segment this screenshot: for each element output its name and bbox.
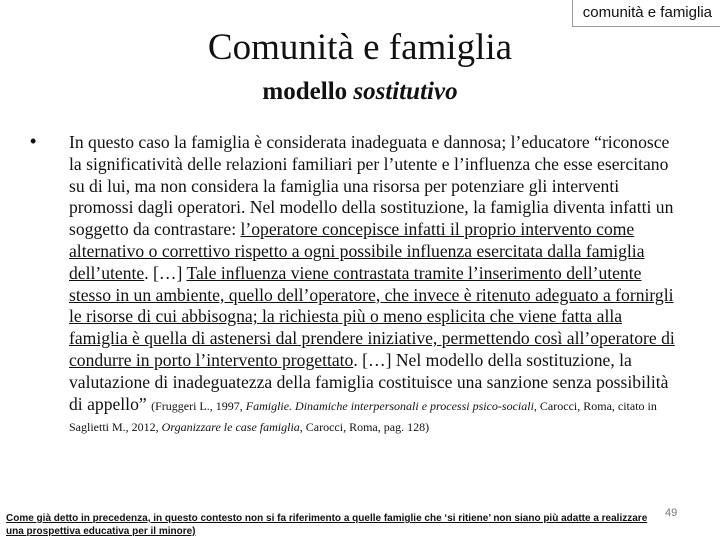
footnote: Come già detto in precedenza, in questo contesto non si fa riferimento a quelle famiglie che ‘si ritiene’ non siano più adatte a realizzare una prospettiva educativa per il minore) (6, 513, 648, 537)
bullet-text (69, 132, 682, 415)
subtitle-plain: modello (262, 78, 354, 105)
page-number: 49 (665, 507, 678, 519)
citation-primary-end: , Carocci, Roma, citato in (533, 398, 657, 413)
citation-primary-title: Famiglie. Dinamiche interpersonali e processi psico-sociali (245, 398, 534, 413)
citation-primary (151, 399, 657, 413)
citation-secondary (69, 419, 682, 436)
citation-secondary-end: , Carocci, Roma, pag. 128) (299, 420, 430, 435)
quote-part-3: . […] Nel modello della sostituzione, la valutazione di inadeguatezza della famiglia costituisce una sanzione senza possibilità di appello” (69, 349, 669, 414)
bullet-item (30, 132, 682, 436)
slide-subtitle (0, 78, 720, 106)
quote-part-1: In questo caso la famiglia è considerata inadeguata e dannosa; l’educatore “riconosce la significatività delle relazioni familiari per l’utente e l’influenza che esse esercitano su di lui, ma non considera la famiglia una risorsa per potenziare gli interventi promossi dagli operatori. Nel modello della sostituzione, la famiglia diventa infatti un soggetto da contrastare: (69, 132, 674, 240)
citation-secondary-author: Saglietti M., 2012, (69, 420, 162, 435)
subtitle-italic: sostitutivo (353, 78, 458, 105)
citation-secondary-title: Organizzare le case famiglia (161, 420, 300, 435)
quote-underlined-2: Tale influenza viene contrastata tramite l’inserimento dell’utente stesso in un ambiente, quello dell’operatore, che invece è ritenuto adeguato a fornirgli le risorse di cui abbisogna; la richiesta più o meno esplicita che viene fatta alla famiglia è quella di astenersi dal prendere iniziative, permettendo così all’operatore di condurre in porto l’intervento progettato (69, 262, 675, 370)
quote-underlined-1: l’operatore concepisce infatti il proprio intervento come alternativo o correttivo rispetto a ogni possibile influenza esercitata dalla famiglia dell’utente (69, 219, 645, 283)
quote-part-2: . […] (144, 262, 187, 283)
citation-primary-author: (Fruggeri L., 1997, (151, 398, 246, 413)
slide-title: Comunità e famiglia (207, 27, 513, 68)
slide-tag: comunità e famiglia (572, 0, 720, 27)
bullet-marker: • (30, 131, 37, 151)
